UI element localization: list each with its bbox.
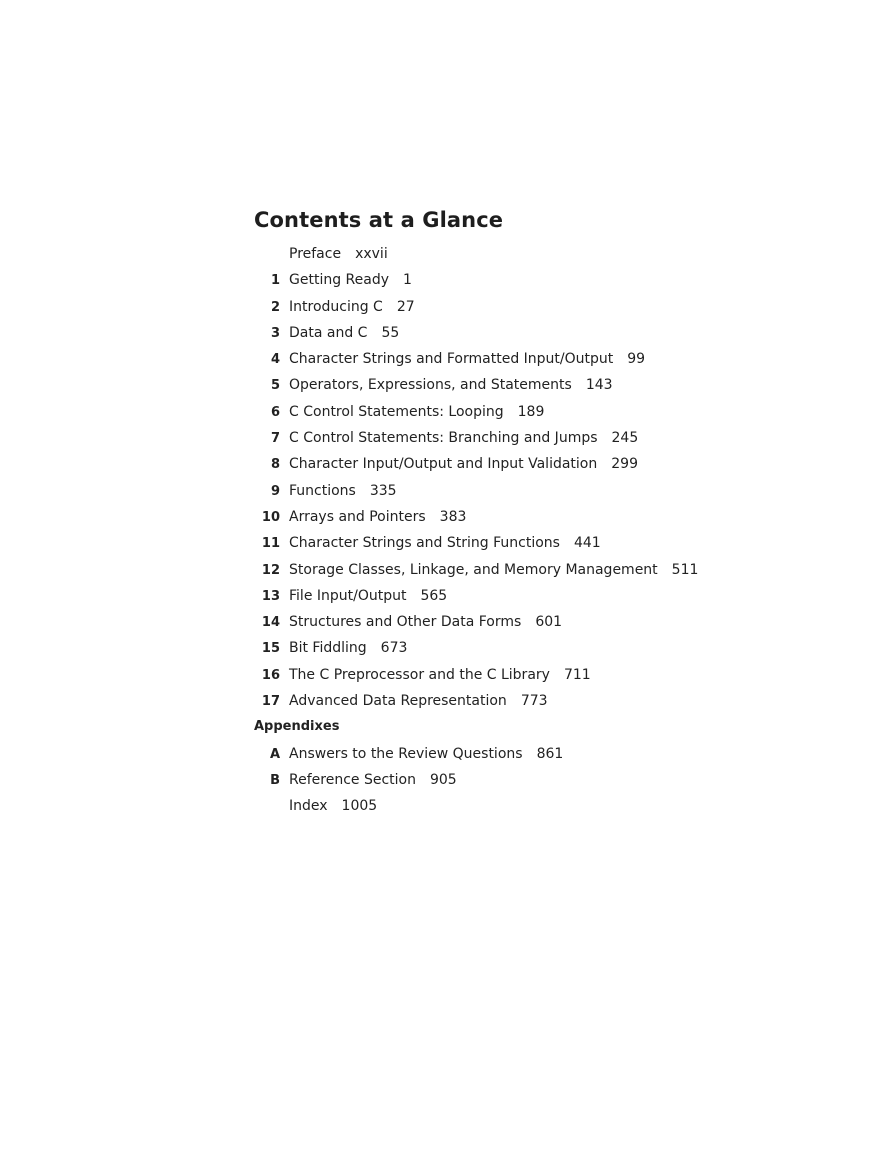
toc-entry-chapter[interactable] — [254, 614, 814, 640]
toc-entry-chapter[interactable] — [254, 562, 814, 588]
entry-title: Answers to the Review Questions — [289, 745, 523, 762]
entry-page-number: 299 — [611, 456, 638, 473]
toc-entry-chapter[interactable] — [254, 588, 814, 614]
entry-page-number: 711 — [563, 666, 591, 683]
entry-title: Bit Fiddling — [289, 640, 367, 657]
toc-entry-appendix[interactable] — [254, 746, 814, 772]
entry-page-number: xxvii — [355, 246, 388, 262]
front-matter-list — [254, 246, 814, 272]
entry-title: Arrays and Pointers — [289, 508, 426, 525]
chapter-list — [254, 272, 814, 719]
entry-title: Storage Classes, Linkage, and Memory Management — [289, 561, 658, 578]
entry-number: 4 — [270, 352, 280, 368]
entry-title: Character Strings and Formatted Input/Output — [289, 351, 614, 368]
entry-title: Index — [289, 798, 328, 815]
toc-entry-chapter[interactable] — [254, 351, 814, 377]
entry-number: 5 — [270, 378, 280, 394]
entry-title: File Input/Output — [289, 587, 407, 604]
toc-entry-chapter[interactable] — [254, 693, 814, 719]
entry-number: 10 — [261, 509, 280, 525]
entry-number: 11 — [261, 536, 280, 552]
entry-number: 9 — [270, 483, 280, 499]
toc-entry-chapter[interactable] — [254, 535, 814, 561]
entry-number: B — [270, 772, 280, 788]
entry-number: 17 — [261, 694, 280, 710]
entry-title: Character Strings and String Functions — [289, 535, 560, 552]
toc-entry-chapter[interactable] — [254, 377, 814, 403]
entry-page-number: 773 — [520, 693, 548, 710]
entry-title: Advanced Data Representation — [289, 693, 507, 710]
entry-title: Preface — [289, 246, 342, 262]
entry-page-number: 143 — [585, 377, 613, 394]
entry-number: 13 — [261, 588, 280, 604]
entry-number: 8 — [270, 457, 280, 473]
entry-page-number: 441 — [573, 535, 601, 552]
entry-page-number: 245 — [611, 430, 639, 447]
entry-page-number: 383 — [439, 508, 467, 525]
entry-page-number: 601 — [535, 614, 563, 631]
toc-entry-chapter[interactable] — [254, 272, 814, 298]
entry-page-number: 511 — [671, 561, 699, 578]
entry-number: 12 — [261, 562, 280, 578]
entry-number: 6 — [270, 404, 280, 420]
entry-page-number: 1 — [403, 272, 412, 289]
entry-page-number: 27 — [396, 298, 415, 315]
entry-title: Introducing C — [289, 298, 383, 315]
entry-title: Structures and Other Data Forms — [289, 614, 522, 631]
entry-number: 2 — [270, 299, 280, 315]
entry-title: C Control Statements: Looping — [289, 403, 504, 420]
appendix-heading: Appendixes — [254, 719, 340, 735]
entry-number: 7 — [270, 431, 280, 447]
toc-entry-chapter[interactable] — [254, 509, 814, 535]
entry-page-number: 673 — [380, 640, 408, 657]
entry-page-number: 905 — [429, 771, 457, 788]
toc-entry-front[interactable] — [254, 246, 814, 272]
toc-entry-chapter[interactable] — [254, 456, 814, 482]
entry-page-number: 565 — [420, 587, 448, 604]
page-title: Contents at a Glance — [254, 208, 504, 232]
toc-entry-chapter[interactable] — [254, 667, 814, 693]
entry-title: Reference Section — [289, 771, 416, 788]
entry-title: Character Input/Output and Input Validation — [289, 456, 598, 473]
toc-entry-chapter[interactable] — [254, 299, 814, 325]
entry-page-number: 861 — [536, 745, 564, 762]
table-of-contents — [254, 208, 814, 825]
entry-page-number: 335 — [369, 482, 397, 499]
entry-title: The C Preprocessor and the C Library — [289, 666, 550, 683]
entry-title: Operators, Expressions, and Statements — [289, 377, 572, 394]
entry-number: 14 — [261, 615, 280, 631]
toc-entry-chapter[interactable] — [254, 430, 814, 456]
appendix-list — [254, 746, 814, 825]
entry-title: Getting Ready — [289, 272, 390, 289]
toc-entry-appendix[interactable] — [254, 798, 814, 824]
toc-entry-chapter[interactable] — [254, 325, 814, 351]
entry-title: Functions — [289, 482, 356, 499]
toc-entry-chapter[interactable] — [254, 640, 814, 666]
toc-entry-appendix[interactable] — [254, 772, 814, 798]
entry-title: Data and C — [289, 324, 368, 341]
entry-page-number: 99 — [627, 351, 646, 368]
entry-number: A — [269, 746, 280, 762]
entry-page-number: 55 — [381, 324, 400, 341]
entry-number: 16 — [261, 667, 280, 683]
toc-entry-chapter[interactable] — [254, 404, 814, 430]
entry-page-number: 189 — [517, 403, 545, 420]
entry-number: 15 — [261, 641, 280, 657]
entry-page-number: 1005 — [341, 798, 378, 815]
entry-title: C Control Statements: Branching and Jumps — [289, 430, 598, 447]
toc-entry-chapter[interactable] — [254, 483, 814, 509]
entry-number: 3 — [270, 325, 280, 341]
entry-number: 1 — [270, 273, 280, 289]
